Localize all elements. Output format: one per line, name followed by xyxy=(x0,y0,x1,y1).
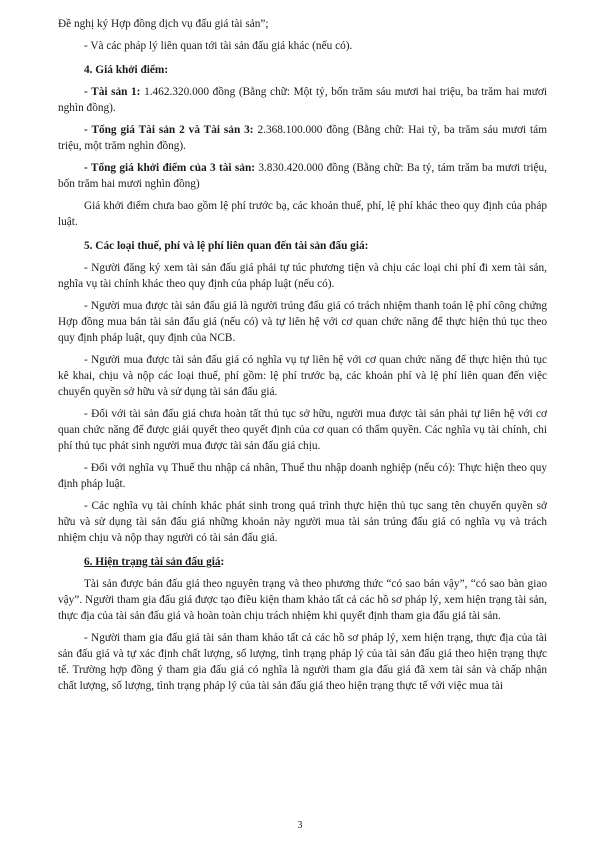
total-text: 3.830.420.000 đồng (Bằng chữ: Ba tỷ, tám trăm ba mươi triệu, bốn trăm hai mươi nghìn đồng) xyxy=(58,162,547,190)
section-5-paragraph: - Người mua được tài sản đấu giá là người trúng đấu giá có trách nhiệm thanh toán lệ phí công chứng Hợp đồng mua bán tài sản đấu giá (nếu có) và tự liên hệ với cơ quan chức năng để thực hiện thủ tục theo quy định pháp luật, quy định của NCB. xyxy=(58,300,547,344)
section-5-paragraph: - Người đăng ký xem tài sản đấu giá phải tự túc phương tiện và chịu các loại chi phí đi xem tài sản, nghĩa vụ tài chính khác theo quy định của pháp luật (nếu có). xyxy=(58,262,547,290)
section-5-heading: 5. Các loại thuế, phí và lệ phí liên quan đến tài sản đấu giá: xyxy=(84,240,369,252)
section-5-paragraph: - Đối với nghĩa vụ Thuế thu nhập cá nhân, Thuế thu nhập doanh nghiệp (nếu có): Thực hiện theo quy định pháp luật. xyxy=(58,462,547,490)
document-body xyxy=(58,16,547,694)
total-label: - Tổng giá khởi điểm của 3 tài sản: xyxy=(84,162,255,174)
page-number: 3 xyxy=(297,820,303,831)
assets-2-3-text: 2.368.100.000 đồng (Bằng chữ: Hai tỷ, ba trăm sáu mươi tám triệu, một trăm nghìn đồng). xyxy=(58,124,547,152)
section-5-paragraph: - Các nghĩa vụ tài chính khác phát sinh trong quá trình thực hiện thủ tục sang tên chuyển quyền sở hữu và sử dụng tài sản đấu giá những khoản này người mua tài sản trúng đấu giá có nghĩa vụ và trách nhiệm chịu và nộp thay người có tài sản đấu giá. xyxy=(58,500,547,544)
starting-price-assets-2-3 xyxy=(58,122,547,154)
section-6-heading-colon: : xyxy=(220,556,225,568)
starting-price-asset-1 xyxy=(58,84,547,116)
starting-price-note: Giá khởi điểm chưa bao gồm lệ phí trước bạ, các khoản thuế, phí, lệ phí khác theo quy định của pháp luật. xyxy=(58,200,547,228)
section-5-paragraph: - Đối với tài sản đấu giá chưa hoàn tất thủ tục sở hữu, người mua được tài sản phải tự liên hệ với cơ quan chức năng để được giải quyết theo quyết định của cơ quan có thẩm quyền. Các nghĩa vụ tài chính, chi phí thủ tục phát sinh người mua được tài sản đấu giá chịu. xyxy=(58,408,547,452)
starting-price-total xyxy=(58,160,547,192)
continuation-line: Đề nghị ký Hợp đồng dịch vụ đấu giá tài sản”; xyxy=(58,18,269,30)
asset-1-text: 1.462.320.000 đồng (Bằng chữ: Một tỷ, bốn trăm sáu mươi hai triệu, ba trăm hai mươi nghìn đồng). xyxy=(58,86,547,114)
section-6-heading-text: 6. Hiện trạng tài sản đấu giá xyxy=(84,556,221,568)
assets-2-3-label: - Tổng giá Tài sản 2 và Tài sản 3: xyxy=(84,124,254,136)
section-6-heading xyxy=(58,554,547,570)
section-6-paragraph: - Người tham gia đấu giá tài sản tham khảo tất cả các hồ sơ pháp lý, xem hiện trạng, thực địa của tài sản đấu giá và tự xác định chất lượng, số lượng, tình trạng pháp lý của tài sản đấu giá theo hiện trạng thực tế. Trường hợp đồng ý tham gia đấu giá có nghĩa là người tham gia đấu giá đã xem tài sản và chấp nhận chất lượng, số lượng, tình trạng pháp lý của tài sản đấu giá theo hiện trạng thực tế với việc mua tài xyxy=(58,632,547,692)
section-4-heading: 4. Giá khởi điểm: xyxy=(84,64,169,76)
section-6-paragraph: Tài sản được bán đấu giá theo nguyên trạng và theo phương thức “có sao bán vậy”, “có sao bàn giao vậy”. Người tham gia đấu giá được tạo điều kiện tham khảo tất cả các hồ sơ pháp lý, xem hiện trạng tài sản, thực địa của tài sản đấu giá và hoàn toàn chịu trách nhiệm khi quyết định tham gia đấu giá tài sản. xyxy=(58,578,547,622)
legal-docs-line: - Và các pháp lý liên quan tới tài sản đấu giá khác (nếu có). xyxy=(84,40,353,52)
asset-1-label: - Tài sản 1: xyxy=(84,86,141,98)
section-5-paragraph: - Người mua được tài sản đấu giá có nghĩa vụ tự liên hệ với cơ quan chức năng để thực hiện thủ tục kê khai, chịu và nộp các loại thuế, phí gồm: lệ phí trước bạ, các khoản phí và lệ phí liên quan đến việc chuyển quyền sở hữu và sử dụng tài sản đấu giá. xyxy=(58,354,547,398)
